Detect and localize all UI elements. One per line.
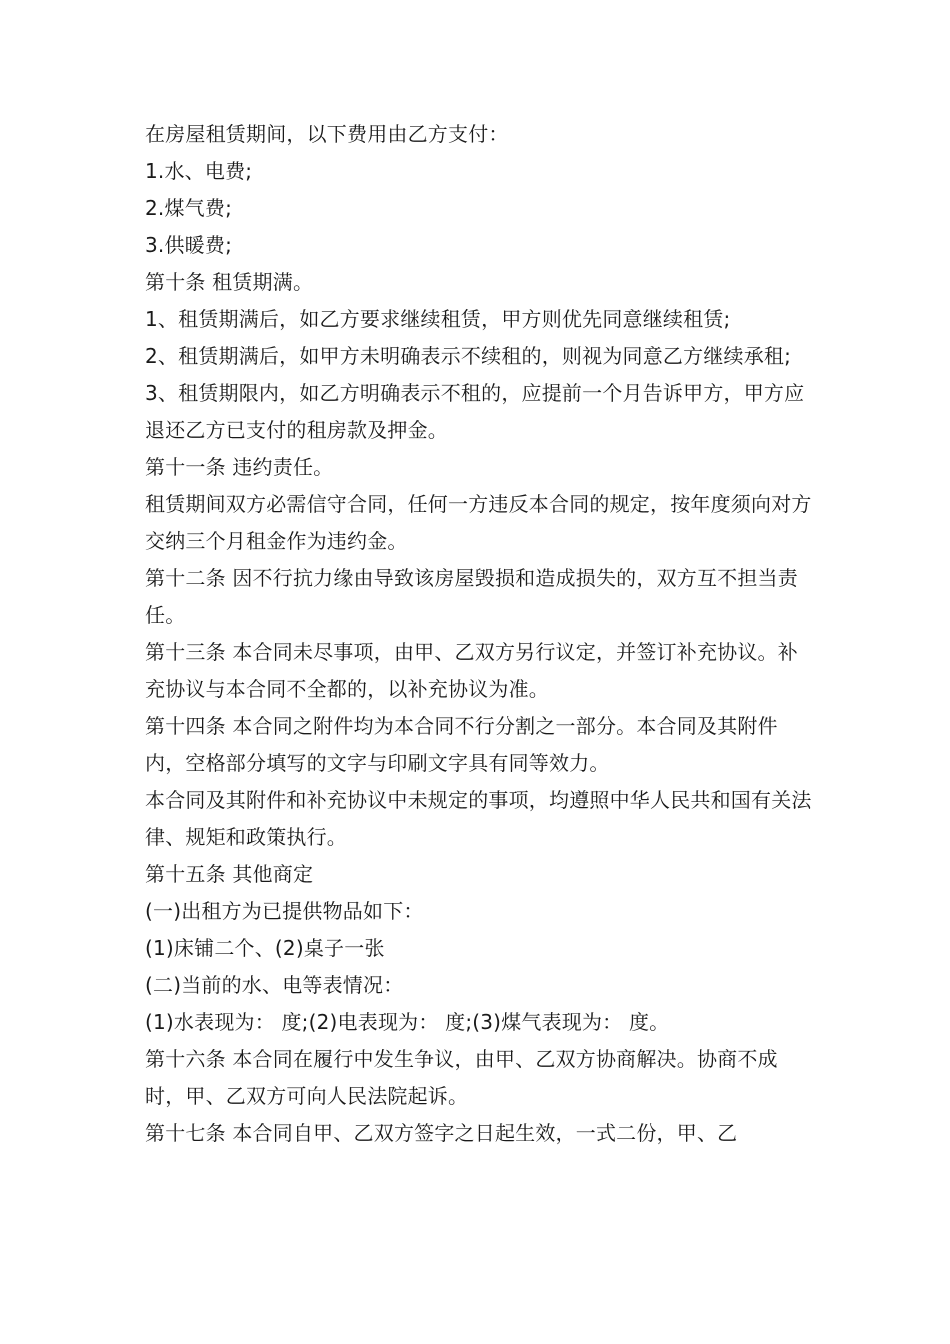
article-17: 第十七条 本合同自甲、乙双方签字之日起生效，一式二份，甲、乙 xyxy=(145,1121,738,1145)
article-13: 第十三条 本合同未尽事项，由甲、乙双方另行议定，并签订补充协议。补充协议与本合同不全都的，以补充协议为准。 xyxy=(145,640,798,701)
paragraph-expenses-intro: 在房屋租赁期间，以下费用由乙方支付： xyxy=(145,122,509,146)
article-15-item-2-detail: (1)水表现为： 度;(2)电表现为： 度;(3)煤气表现为： 度。 xyxy=(145,1010,670,1034)
article-10-clause-1: 1、租赁期满后，如乙方要求继续租赁，甲方则优先同意继续租赁; xyxy=(145,307,731,331)
article-14: 第十四条 本合同之附件均为本合同不行分割之一部分。本合同及其附件内，空格部分填写的文字与印刷文字具有同等效力。 xyxy=(145,714,778,775)
article-11-body: 租赁期间双方必需信守合同，任何一方违反本合同的规定，按年度须向对方交纳三个月租金作为违约金。 xyxy=(145,492,812,553)
article-16: 第十六条 本合同在履行中发生争议，由甲、乙双方协商解决。协商不成时，甲、乙双方可向人民法院起诉。 xyxy=(145,1047,778,1108)
article-15-item-1-detail: (1)床铺二个、(2)桌子一张 xyxy=(145,936,385,960)
paragraph-expense-item-2: 2.煤气费; xyxy=(145,196,233,220)
paragraph-expense-item-3: 3.供暖费; xyxy=(145,233,233,257)
article-10-clause-2: 2、租赁期满后，如甲方未明确表示不续租的，则视为同意乙方继续承租; xyxy=(145,344,792,368)
article-15-item-2: (二)当前的水、电等表情况： xyxy=(145,973,404,997)
paragraph-expense-item-1: 1.水、电费; xyxy=(145,159,253,183)
article-15-heading: 第十五条 其他商定 xyxy=(145,862,314,886)
article-14-supplement: 本合同及其附件和补充协议中未规定的事项，均遵照中华人民共和国有关法律、规矩和政策执行。 xyxy=(145,788,812,849)
article-10-clause-3: 3、租赁期限内，如乙方明确表示不租的，应提前一个月告诉甲方，甲方应退还乙方已支付的租房款及押金。 xyxy=(145,381,805,442)
article-12: 第十二条 因不行抗力缘由导致该房屋毁损和造成损失的，双方互不担当责任。 xyxy=(145,566,798,627)
article-10-heading: 第十条 租赁期满。 xyxy=(145,270,314,294)
article-11-heading: 第十一条 违约责任。 xyxy=(145,455,334,479)
document-body xyxy=(145,116,815,1152)
article-15-item-1: (一)出租方为已提供物品如下： xyxy=(145,899,424,923)
